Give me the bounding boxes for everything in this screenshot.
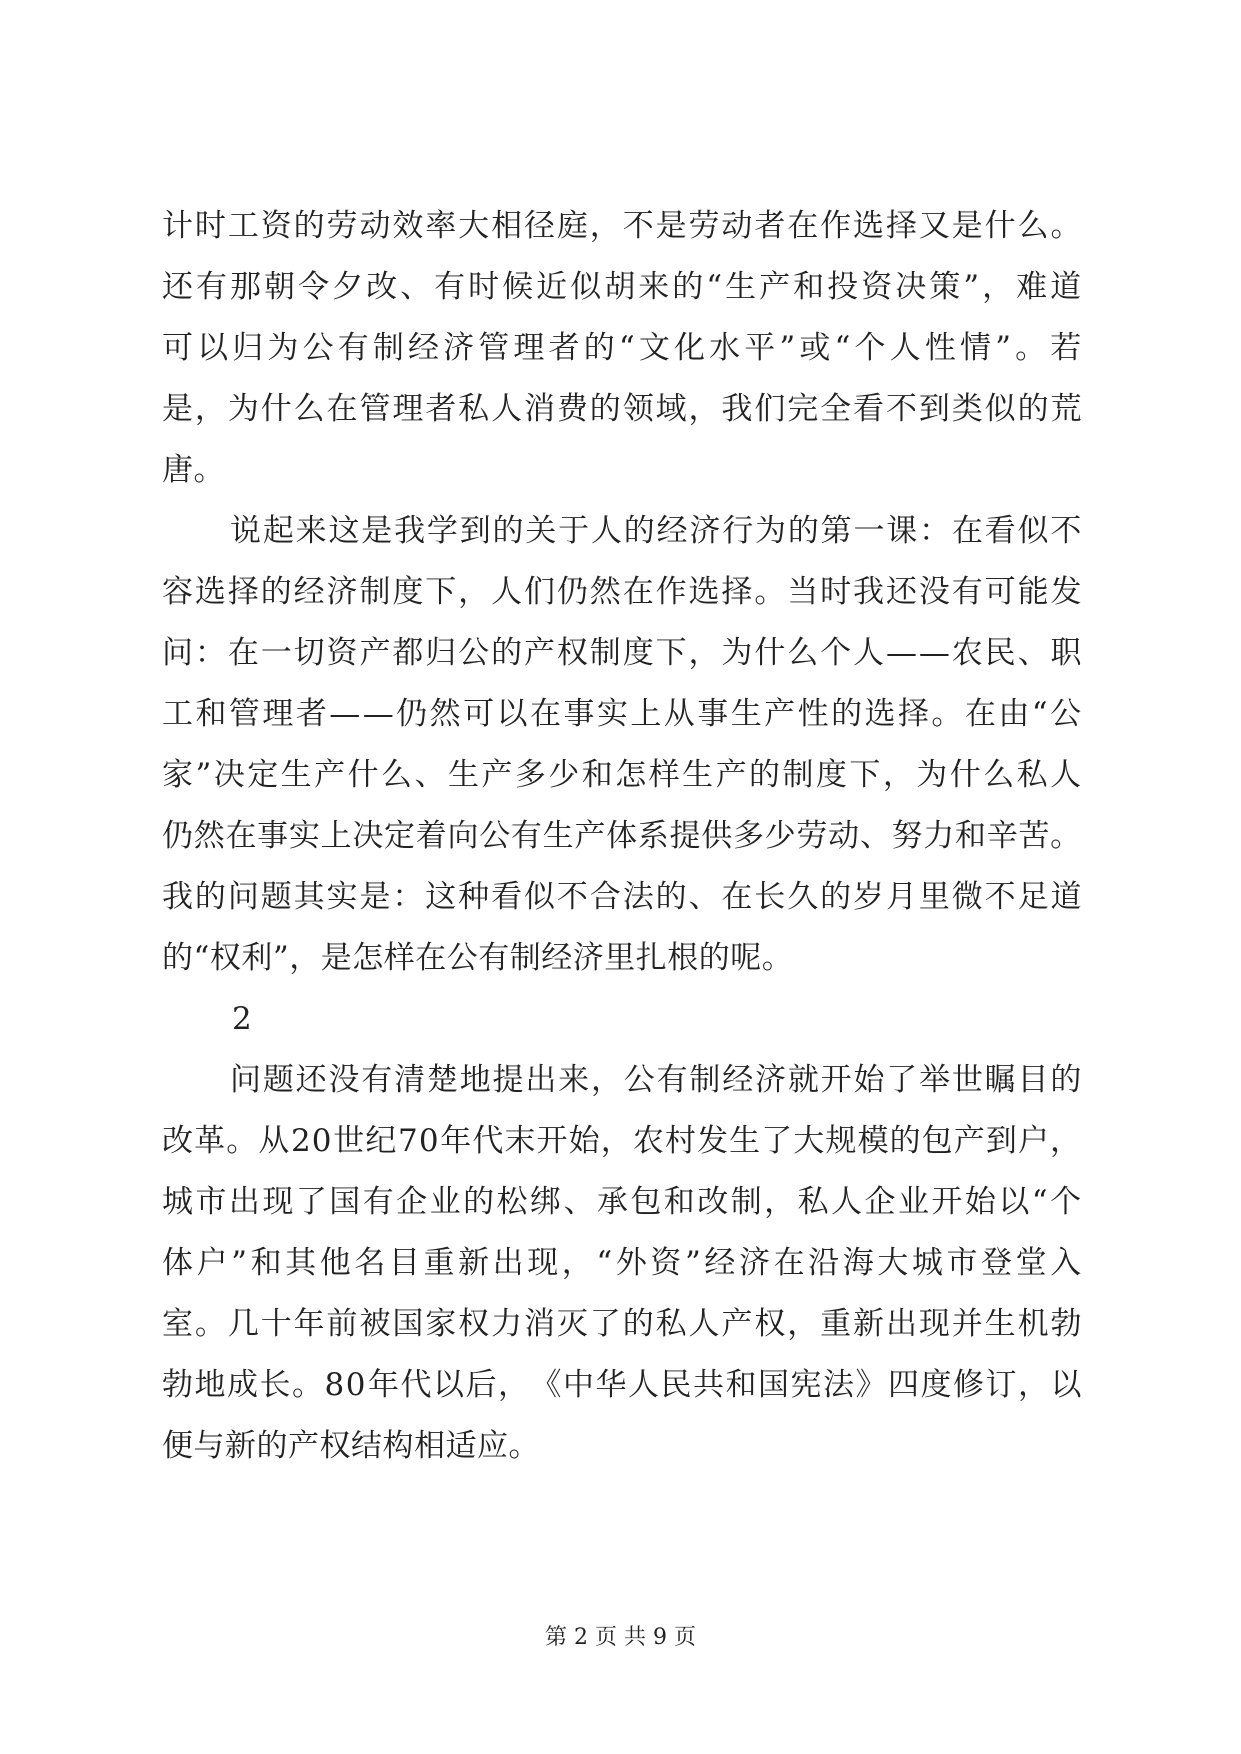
text-line: 便与新的产权结构相适应。 — [162, 1428, 540, 1464]
text-line: 勃 地 成 长 。 8 0 年 代 以 后 ， 《 中 华 人 民 共 和 国 宪 法 》 四 度 修 订 ， 以 — [162, 1367, 1082, 1403]
text-line: 唐。 — [162, 452, 225, 488]
text-line: 室 。 几 十 年 前 被 国 家 权 力 消 灭 了 的 私 人 产 权 ， 重 新 出 现 并 生 机 勃 — [162, 1306, 1082, 1342]
text-line: 问 ： 在 一 切 资 产 都 归 公 的 产 权 制 度 下 ， 为 什 么 个 人 — — 农 民 、 职 — [162, 635, 1082, 671]
text-line: 我 的 问 题 其 实 是 ： 这 种 看 似 不 合 法 的 、 在 长 久 的 岁 月 里 微 不 足 道 — [162, 879, 1082, 915]
text-line: 家 ” 决 定 生 产 什 么 、 生 产 多 少 和 怎 样 生 产 的 制 度 下 ， 为 什 么 私 人 — [162, 757, 1082, 793]
text-line: 仍 然 在 事 实 上 决 定 着 向 公 有 生 产 体 系 提 供 多 少 劳 动 、 努 力 和 辛 苦 。 — [162, 818, 1082, 854]
text-line: 改 革 。 从 2 0 世 纪 7 0 年 代 末 开 始 ， 农 村 发 生 了 大 规 模 的 包 产 到 户 ， — [162, 1123, 1082, 1159]
text-line: 是 ， 为 什 么 在 管 理 者 私 人 消 费 的 领 域 ， 我 们 完 全 看 不 到 类 似 的 荒 — [162, 391, 1082, 427]
text-line: 可 以 归 为 公 有 制 经 济 管 理 者 的 “ 文 化 水 平 ” 或 “ 个 人 性 情 ” 。 若 — [162, 330, 1082, 366]
page-footer: 第 2 页 共 9 页 — [545, 1625, 696, 1650]
text-line: 问 题 还 没 有 清 楚 地 提 出 来 ， 公 有 制 经 济 就 开 始 了 举 世 瞩 目 的 — [230, 1062, 1082, 1098]
paragraph — [162, 501, 1082, 989]
paragraph — [162, 196, 1082, 501]
text-line: 的“权利”，是怎样在公有制经济里扎根的呢。 — [162, 940, 794, 976]
text-line: 还 有 那 朝 令 夕 改 、 有 时 候 近 似 胡 来 的 “ 生 产 和 投 资 决 策 ” ， 难 道 — [162, 269, 1082, 305]
section-number: 2 — [232, 1001, 252, 1037]
document-body — [162, 196, 1082, 1477]
text-line: 工 和 管 理 者 — — 仍 然 可 以 在 事 实 上 从 事 生 产 性 的 选 择 。 在 由 “ 公 — [162, 696, 1082, 732]
text-line: 容 选 择 的 经 济 制 度 下 ， 人 们 仍 然 在 作 选 择 。 当 时 我 还 没 有 可 能 发 — [162, 574, 1082, 610]
text-line: 说 起 来 这 是 我 学 到 的 关 于 人 的 经 济 行 为 的 第 一 课 ： 在 看 似 不 — [230, 513, 1082, 549]
text-line: 计 时 工 资 的 劳 动 效 率 大 相 径 庭 ， 不 是 劳 动 者 在 作 选 择 又 是 什 么 。 — [162, 208, 1082, 244]
text-line: 体 户 ” 和 其 他 名 目 重 新 出 现 ， “ 外 资 ” 经 济 在 沿 海 大 城 市 登 堂 入 — [162, 1245, 1082, 1281]
paragraph — [162, 1050, 1082, 1477]
text-line: 城 市 出 现 了 国 有 企 业 的 松 绑 、 承 包 和 改 制 ， 私 人 企 业 开 始 以 “ 个 — [162, 1184, 1082, 1220]
